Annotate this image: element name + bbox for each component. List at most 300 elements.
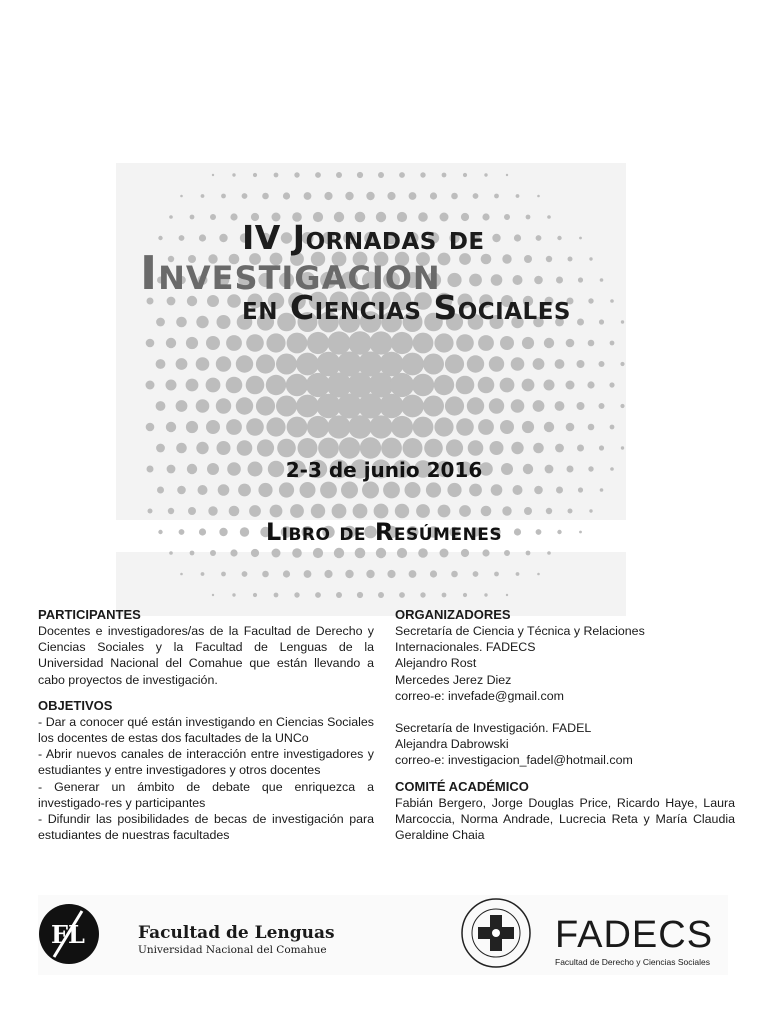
decor-dot bbox=[420, 172, 425, 177]
decor-dot bbox=[341, 482, 358, 499]
decor-dot bbox=[511, 357, 525, 371]
decor-dot bbox=[262, 193, 269, 200]
decor-dot bbox=[599, 403, 605, 409]
decor-dot bbox=[156, 318, 165, 327]
decor-dot bbox=[360, 437, 381, 458]
decor-dot bbox=[500, 336, 514, 350]
decor-dot bbox=[544, 380, 555, 391]
decor-dot bbox=[166, 338, 176, 348]
decor-dot bbox=[226, 377, 243, 394]
decor-dot bbox=[589, 257, 592, 260]
decor-dot bbox=[555, 359, 565, 369]
fadecs-subtitle: Facultad de Derecho y Ciencias Sociales bbox=[555, 957, 710, 967]
decor-dot bbox=[357, 172, 363, 178]
decor-dot bbox=[413, 417, 434, 438]
decor-dot bbox=[176, 443, 187, 454]
decor-dot bbox=[169, 215, 173, 219]
organizador-email: correo-e: invefade@gmail.com bbox=[395, 688, 564, 703]
organizador-email: correo-e: investigacion_fadel@hotmail.com bbox=[395, 753, 633, 768]
decor-dot bbox=[478, 419, 494, 435]
decor-dot bbox=[533, 400, 545, 412]
decor-dot bbox=[294, 172, 299, 177]
decor-dot bbox=[469, 484, 482, 497]
decor-dot bbox=[277, 439, 296, 458]
decor-dot bbox=[221, 194, 226, 199]
university-seal-icon bbox=[462, 899, 530, 967]
decor-dot bbox=[577, 360, 585, 368]
decor-dot bbox=[442, 173, 447, 178]
decor-dot bbox=[379, 394, 403, 418]
decor-dot bbox=[599, 319, 604, 324]
decor-dot bbox=[610, 425, 615, 430]
decor-dot bbox=[587, 381, 594, 388]
decor-dot bbox=[609, 382, 614, 387]
decor-dot bbox=[536, 235, 542, 241]
decor-dot bbox=[294, 592, 299, 597]
decor-dot bbox=[438, 505, 451, 518]
decor-dot bbox=[146, 423, 155, 432]
decor-dot bbox=[345, 570, 353, 578]
decor-dot bbox=[378, 592, 384, 598]
decor-dot bbox=[336, 592, 342, 598]
decor-dot bbox=[186, 421, 198, 433]
decor-dot bbox=[212, 174, 214, 176]
decor-dot bbox=[568, 509, 573, 514]
decor-dot bbox=[229, 506, 240, 517]
decor-dot bbox=[534, 486, 543, 495]
decor-dot bbox=[186, 337, 198, 349]
organizador-line: Secretaría de Investigación. FADEL bbox=[395, 721, 592, 736]
decor-dot bbox=[397, 548, 407, 558]
decor-dot bbox=[283, 570, 290, 577]
decor-dot bbox=[256, 396, 275, 415]
decor-dot bbox=[313, 548, 323, 558]
decor-dot bbox=[307, 416, 329, 438]
decor-dot bbox=[473, 571, 479, 577]
decor-dot bbox=[502, 254, 511, 263]
decor-dot bbox=[158, 236, 162, 240]
decor-dot bbox=[177, 486, 186, 495]
decor-dot bbox=[524, 255, 532, 263]
decor-dot bbox=[513, 275, 523, 285]
decor-dot bbox=[286, 374, 308, 396]
decor-dot bbox=[588, 424, 595, 431]
decor-dot bbox=[156, 444, 165, 453]
decor-dot bbox=[242, 193, 248, 199]
decor-dot bbox=[418, 548, 428, 558]
decor-dot bbox=[599, 361, 605, 367]
organizador-line: Internacionales. FADECS bbox=[395, 640, 536, 655]
decor-dot bbox=[578, 277, 583, 282]
objetivo-item: - Dar a conocer qué están investigando en Ciencias Sociales los docentes de estas dos facultades de la UNCo bbox=[38, 714, 374, 746]
decor-dot bbox=[409, 192, 417, 200]
comite-text: Fabián Bergero, Jorge Douglas Price, Ricardo Haye, Laura Marcoccia, Norma Andrade, Lucrecia Reta y María Claudia Geraldine Chaia bbox=[395, 795, 735, 843]
decor-dot bbox=[296, 395, 319, 418]
decor-dot bbox=[253, 173, 257, 177]
decor-dot bbox=[434, 417, 453, 436]
title-line-3: en Ciencias Sociales bbox=[242, 288, 571, 327]
decor-dot bbox=[387, 570, 395, 578]
decor-dot bbox=[469, 274, 482, 287]
objetivo-item: - Difundir las posibilidades de becas de investigación para estudiantes de nuestras facultades bbox=[38, 812, 374, 843]
participantes-heading: PARTICIPANTES bbox=[38, 607, 141, 622]
organizadores-heading: ORGANIZADORES bbox=[395, 607, 511, 622]
decor-dot bbox=[467, 397, 484, 414]
decor-dot bbox=[577, 402, 585, 410]
decor-dot bbox=[230, 213, 237, 220]
decor-dot bbox=[588, 340, 595, 347]
decor-dot bbox=[426, 482, 441, 497]
decor-dot bbox=[201, 194, 205, 198]
decor-dot bbox=[456, 376, 475, 395]
decor-dot bbox=[401, 353, 424, 376]
fadel-university: Universidad Nacional del Comahue bbox=[138, 944, 327, 956]
decor-dot bbox=[315, 592, 321, 598]
decor-dot bbox=[478, 335, 494, 351]
decor-dot bbox=[274, 173, 279, 178]
decor-dot bbox=[599, 445, 604, 450]
decor-dot bbox=[481, 506, 492, 517]
decor-dot bbox=[513, 485, 523, 495]
decor-dot bbox=[307, 332, 329, 354]
decor-dot bbox=[283, 192, 290, 199]
decor-dot bbox=[279, 482, 294, 497]
fadecs-name: FADECS bbox=[555, 914, 714, 956]
decor-dot bbox=[577, 445, 584, 452]
decor-dot bbox=[201, 572, 205, 576]
decor-dot bbox=[206, 378, 221, 393]
decor-dot bbox=[217, 315, 231, 329]
decor-dot bbox=[146, 339, 155, 348]
decor-dot bbox=[463, 173, 467, 177]
decor-dot bbox=[473, 193, 479, 199]
decor-dot bbox=[391, 416, 413, 438]
decor-dot bbox=[547, 551, 551, 555]
decor-dot bbox=[362, 482, 379, 499]
decor-dot bbox=[366, 192, 374, 200]
book-subtitle: Libro de Resúmenes bbox=[265, 518, 503, 546]
decor-dot bbox=[311, 504, 325, 518]
decor-dot bbox=[405, 482, 421, 498]
decor-dot bbox=[266, 375, 286, 395]
decor-dot bbox=[547, 215, 551, 219]
decor-dot bbox=[379, 352, 403, 376]
decor-dot bbox=[511, 442, 523, 454]
decor-dot bbox=[445, 396, 464, 415]
decor-dot bbox=[399, 172, 405, 178]
objetivo-item: - Abrir nuevos canales de interacción entre investigadores y estudiantes y entre investigadores y otros docentes bbox=[38, 747, 374, 778]
decor-dot bbox=[272, 549, 281, 558]
objetivos-heading: OBJETIVOS bbox=[38, 697, 113, 713]
decor-dot bbox=[176, 358, 188, 370]
decor-dot bbox=[208, 506, 217, 515]
decor-dot bbox=[246, 334, 264, 352]
decor-dot bbox=[568, 257, 573, 262]
decor-dot bbox=[621, 446, 624, 449]
decor-dot bbox=[391, 332, 413, 354]
decor-dot bbox=[186, 379, 199, 392]
decor-dot bbox=[196, 399, 210, 413]
decor-dot bbox=[357, 592, 363, 598]
decor-dot bbox=[440, 549, 449, 558]
decor-dot bbox=[494, 572, 499, 577]
decor-dot bbox=[180, 195, 183, 198]
decor-dot bbox=[546, 256, 552, 262]
event-date: 2-3 de junio 2016 bbox=[285, 458, 483, 482]
decor-dot bbox=[199, 234, 206, 241]
decor-dot bbox=[403, 438, 423, 458]
decor-dot bbox=[537, 573, 540, 576]
decor-dot bbox=[196, 442, 208, 454]
decor-dot bbox=[484, 173, 487, 176]
decor-dot bbox=[232, 173, 235, 176]
decor-dot bbox=[534, 276, 543, 285]
decor-dot bbox=[478, 377, 495, 394]
decor-dot bbox=[526, 215, 531, 220]
decor-dot bbox=[324, 192, 332, 200]
decor-dot bbox=[336, 172, 342, 178]
decor-dot bbox=[544, 338, 554, 348]
decor-dot bbox=[188, 507, 196, 515]
decor-dot bbox=[374, 504, 389, 519]
decor-dot bbox=[468, 440, 484, 456]
left-column bbox=[38, 606, 374, 843]
decor-dot bbox=[451, 193, 458, 200]
decor-dot bbox=[258, 483, 272, 497]
decor-dot bbox=[221, 572, 226, 577]
decor-dot bbox=[298, 438, 318, 458]
decor-dot bbox=[253, 593, 257, 597]
decor-dot bbox=[500, 378, 515, 393]
decor-dot bbox=[511, 399, 525, 413]
decor-dot bbox=[566, 423, 575, 432]
decor-dot bbox=[600, 278, 604, 282]
decor-dot bbox=[522, 379, 535, 392]
decor-dot bbox=[366, 570, 374, 578]
decor-dot bbox=[461, 549, 469, 557]
decor-dot bbox=[588, 298, 593, 303]
decor-dot bbox=[557, 236, 561, 240]
decor-dot bbox=[212, 594, 214, 596]
decor-dot bbox=[401, 395, 424, 418]
decor-dot bbox=[358, 394, 383, 419]
decor-dot bbox=[390, 373, 414, 397]
decor-dot bbox=[514, 234, 521, 241]
decor-dot bbox=[266, 417, 285, 436]
decor-dot bbox=[506, 174, 508, 176]
decor-dot bbox=[526, 551, 531, 556]
decor-dot bbox=[490, 441, 504, 455]
decor-dot bbox=[169, 551, 173, 555]
decor-dot bbox=[216, 356, 231, 371]
decor-dot bbox=[546, 508, 552, 514]
decor-dot bbox=[504, 550, 510, 556]
decor-dot bbox=[381, 438, 402, 459]
decor-dot bbox=[304, 570, 312, 578]
fadel-name: Facultad de Lenguas bbox=[138, 923, 335, 943]
decor-dot bbox=[492, 234, 500, 242]
decor-dot bbox=[190, 215, 195, 220]
decor-dot bbox=[292, 548, 302, 558]
decor-dot bbox=[424, 439, 443, 458]
decor-dot bbox=[157, 487, 164, 494]
decor-dot bbox=[306, 373, 330, 397]
decor-dot bbox=[445, 354, 464, 373]
decor-dot bbox=[226, 419, 242, 435]
decor-dot bbox=[166, 380, 177, 391]
decor-dot bbox=[290, 504, 304, 518]
fadel-logo bbox=[39, 904, 99, 964]
decor-dot bbox=[315, 172, 321, 178]
decor-dot bbox=[459, 505, 471, 517]
decor-dot bbox=[257, 439, 274, 456]
decor-dot bbox=[412, 374, 434, 396]
decor-dot bbox=[463, 593, 467, 597]
decor-dot bbox=[232, 593, 235, 596]
decor-dot bbox=[577, 319, 584, 326]
decor-dot bbox=[276, 354, 297, 375]
decor-dot bbox=[332, 504, 347, 519]
decor-dot bbox=[555, 444, 564, 453]
decor-dot bbox=[434, 375, 454, 395]
decor-dot bbox=[318, 438, 339, 459]
decor-dot bbox=[579, 237, 582, 240]
decor-dot bbox=[148, 509, 153, 514]
decor-dot bbox=[353, 504, 368, 519]
decor-dot bbox=[610, 299, 614, 303]
decor-dot bbox=[156, 359, 166, 369]
decor-dot bbox=[489, 356, 504, 371]
decor-dot bbox=[524, 507, 532, 515]
decor-dot bbox=[434, 333, 453, 352]
decor-dot bbox=[176, 317, 187, 328]
decor-dot bbox=[348, 331, 372, 355]
decor-dot bbox=[300, 482, 316, 498]
decor-dot bbox=[620, 362, 624, 366]
decor-dot bbox=[369, 331, 392, 354]
decor-dot bbox=[217, 441, 231, 455]
decor-dot bbox=[156, 401, 166, 411]
decor-dot bbox=[447, 483, 461, 497]
decor-dot bbox=[230, 549, 237, 556]
logo-strip bbox=[38, 895, 728, 975]
decor-dot bbox=[489, 398, 504, 413]
decor-dot bbox=[451, 571, 458, 578]
decor-dot bbox=[196, 357, 210, 371]
organizador-line: Alejandra Dabrowski bbox=[395, 737, 509, 752]
decor-dot bbox=[249, 505, 261, 517]
decor-dot bbox=[446, 439, 463, 456]
decor-dot bbox=[219, 234, 227, 242]
decor-dot bbox=[180, 573, 183, 576]
decor-dot bbox=[196, 316, 208, 328]
decor-dot bbox=[327, 331, 350, 354]
decor-dot bbox=[544, 422, 554, 432]
decor-dot bbox=[423, 396, 444, 417]
title-line-1: IV Jornadas de bbox=[242, 218, 485, 257]
decor-dot bbox=[334, 548, 344, 558]
decor-dot bbox=[556, 487, 563, 494]
decor-dot bbox=[287, 333, 308, 354]
decor-dot bbox=[447, 273, 461, 287]
organizador-line: Alejandro Rost bbox=[395, 656, 477, 671]
decor-dot bbox=[395, 504, 409, 518]
decor-dot bbox=[190, 551, 195, 556]
decor-dot bbox=[327, 415, 350, 438]
decor-dot bbox=[589, 509, 592, 512]
decor-dot bbox=[210, 550, 216, 556]
decor-dot bbox=[304, 192, 312, 200]
fadel-logo-mark: FL bbox=[51, 920, 85, 949]
decor-dot bbox=[296, 353, 319, 376]
decor-dot bbox=[500, 420, 514, 434]
decor-dot bbox=[210, 214, 216, 220]
decor-dot bbox=[348, 415, 372, 439]
decor-dot bbox=[339, 437, 360, 458]
decor-dot bbox=[270, 505, 283, 518]
decor-dot bbox=[456, 418, 474, 436]
decor-dot bbox=[237, 440, 253, 456]
decor-dot bbox=[566, 381, 575, 390]
decor-dot bbox=[236, 397, 253, 414]
decor-dot bbox=[556, 277, 563, 284]
decor-dot bbox=[266, 333, 285, 352]
decor-dot bbox=[387, 192, 395, 200]
decor-dot bbox=[168, 508, 174, 514]
decor-dot bbox=[442, 593, 447, 598]
decor-dot bbox=[522, 337, 534, 349]
decor-dot bbox=[467, 355, 484, 372]
decor-dot bbox=[242, 571, 248, 577]
title-line-2: Investigacion bbox=[140, 246, 441, 300]
decor-dot bbox=[236, 355, 253, 372]
decor-dot bbox=[166, 422, 176, 432]
decor-dot bbox=[376, 548, 386, 558]
decor-dot bbox=[378, 172, 384, 178]
decor-dot bbox=[409, 570, 417, 578]
decor-dot bbox=[600, 488, 604, 492]
decor-dot bbox=[516, 572, 520, 576]
decor-dot bbox=[287, 417, 308, 438]
decor-dot bbox=[251, 549, 259, 557]
decor-dot bbox=[218, 484, 230, 496]
decor-dot bbox=[578, 487, 583, 492]
decor-dot bbox=[206, 420, 220, 434]
decor-dot bbox=[416, 504, 430, 518]
decor-dot bbox=[262, 571, 269, 578]
decor-dot bbox=[383, 482, 400, 499]
decor-dot bbox=[621, 320, 624, 323]
decor-dot bbox=[566, 339, 575, 348]
decor-dot bbox=[516, 194, 520, 198]
decor-dot bbox=[522, 421, 534, 433]
decor-dot bbox=[256, 354, 275, 373]
decor-dot bbox=[276, 396, 297, 417]
organizador-line: Mercedes Jerez Diez bbox=[395, 672, 512, 687]
decor-dot bbox=[246, 376, 265, 395]
decor-dot bbox=[413, 333, 434, 354]
decor-dot bbox=[226, 335, 242, 351]
decor-dot bbox=[504, 214, 510, 220]
decor-dot bbox=[355, 548, 366, 559]
decor-dot bbox=[369, 415, 392, 438]
decor-dot bbox=[238, 484, 251, 497]
decor-dot bbox=[274, 593, 279, 598]
decor-dot bbox=[430, 570, 437, 577]
decor-dot bbox=[506, 594, 508, 596]
decor-dot bbox=[324, 570, 332, 578]
decor-dot bbox=[456, 334, 474, 352]
